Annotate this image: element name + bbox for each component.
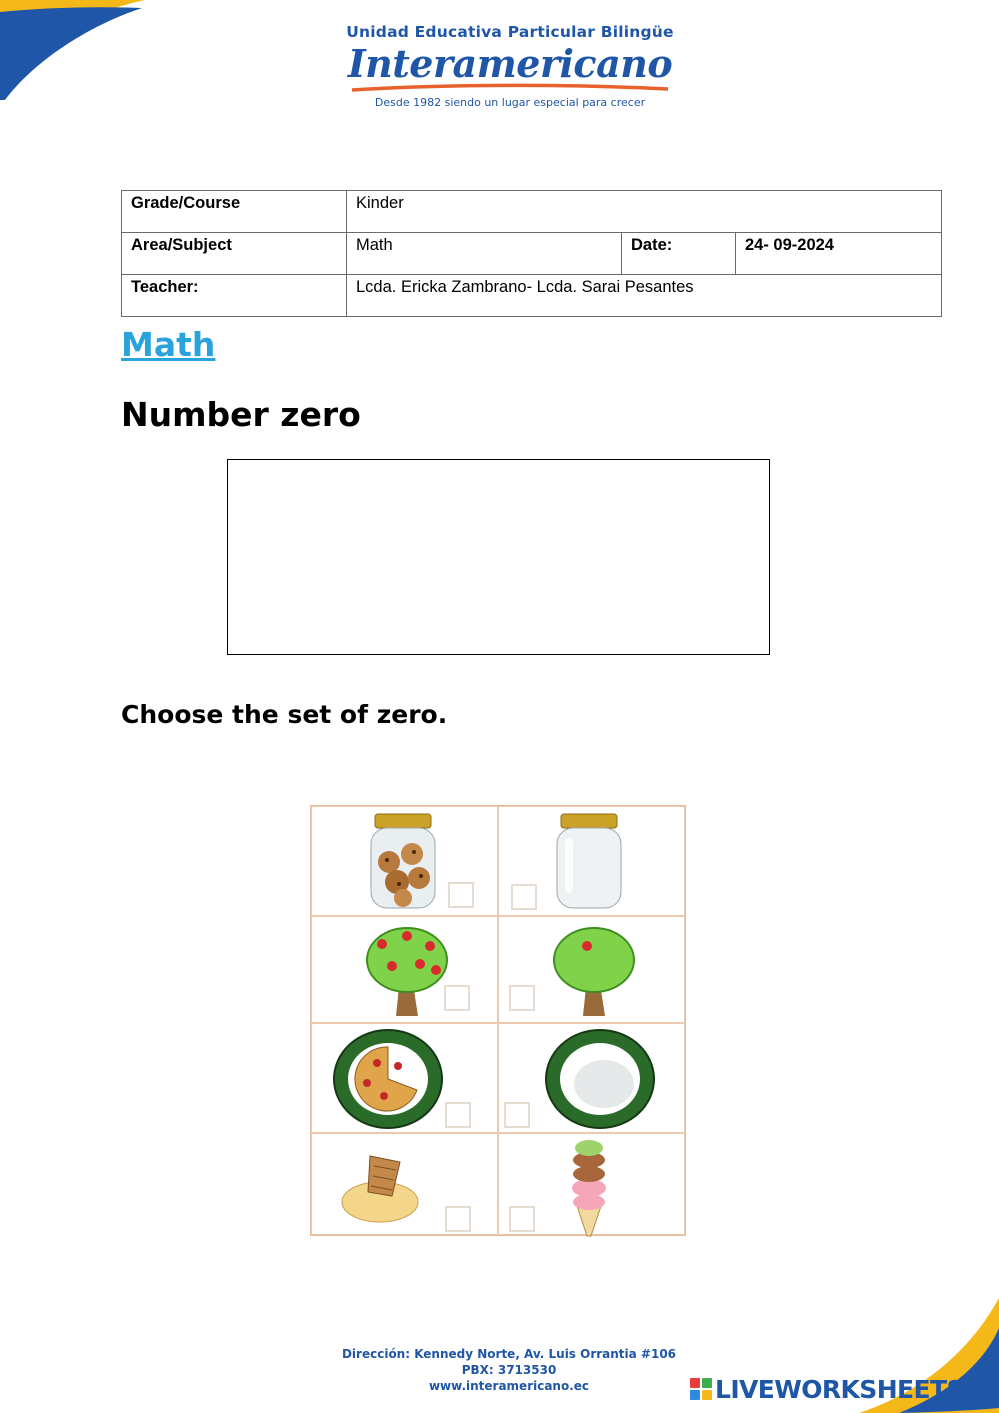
info-row-area <box>122 233 942 275</box>
empty-jar-icon <box>553 812 625 912</box>
answer-box[interactable] <box>227 459 770 655</box>
exercise-cell <box>498 916 685 1023</box>
area-value: Math <box>347 233 622 275</box>
info-table <box>121 190 942 317</box>
exercise-cell <box>311 1133 498 1235</box>
school-logo <box>340 18 680 128</box>
liveworksheets-logo-icon <box>690 1378 712 1400</box>
teacher-value: Lcda. Ericka Zambrano- Lcda. Sarai Pesantes <box>347 275 942 317</box>
school-name: Unidad Educativa Particular Bilingüe <box>346 23 674 41</box>
exercise-cell <box>311 806 498 916</box>
school-tagline: Desde 1982 siendo un lugar especial para crecer <box>374 96 646 109</box>
apple-tree-one-icon <box>549 922 639 1020</box>
exercise-cell <box>498 1023 685 1133</box>
teacher-label: Teacher: <box>122 275 347 317</box>
instruction-text: Choose the set of zero. <box>121 700 448 729</box>
exercise-cell <box>498 806 685 916</box>
date-value: 24- 09-2024 <box>736 233 942 275</box>
answer-checkbox[interactable] <box>504 1102 530 1128</box>
subject-title: Math <box>121 325 216 364</box>
answer-checkbox[interactable] <box>445 1206 471 1232</box>
info-row-teacher <box>122 275 942 317</box>
ice-cream-cone-icon <box>565 1138 613 1238</box>
exercise-cell <box>498 1133 685 1235</box>
melted-ice-cream-icon <box>340 1152 422 1224</box>
info-row-grade <box>122 191 942 233</box>
liveworksheets-watermark <box>690 1372 964 1406</box>
cookie-jar-icon <box>367 812 439 912</box>
answer-checkbox[interactable] <box>448 882 474 908</box>
answer-checkbox[interactable] <box>444 985 470 1011</box>
exercise-cell <box>311 1023 498 1133</box>
empty-plate-icon <box>544 1028 656 1130</box>
grade-value: Kinder <box>347 191 942 233</box>
answer-checkbox[interactable] <box>509 985 535 1011</box>
apple-tree-many-icon <box>362 922 452 1020</box>
footer-address: Dirección: Kennedy Norte, Av. Luis Orrantia #106 <box>341 1347 677 1361</box>
watermark-text: LIVEWORKSHEETS <box>715 1374 964 1404</box>
footer-website[interactable]: www.interamericano.ec <box>428 1379 590 1393</box>
exercise-grid <box>310 805 686 1236</box>
answer-checkbox[interactable] <box>509 1206 535 1232</box>
answer-checkbox[interactable] <box>511 884 537 910</box>
answer-checkbox[interactable] <box>445 1102 471 1128</box>
date-label: Date: <box>622 233 736 275</box>
grade-label: Grade/Course <box>122 191 347 233</box>
corner-decoration-top <box>0 0 150 110</box>
brand-name: Interamericano <box>347 41 673 86</box>
pizza-plate-icon <box>332 1028 444 1130</box>
exercise-cell <box>311 916 498 1023</box>
footer-phone: PBX: 3713530 <box>461 1363 557 1377</box>
area-label: Area/Subject <box>122 233 347 275</box>
footer <box>300 1346 718 1394</box>
lesson-title: Number zero <box>121 395 361 434</box>
